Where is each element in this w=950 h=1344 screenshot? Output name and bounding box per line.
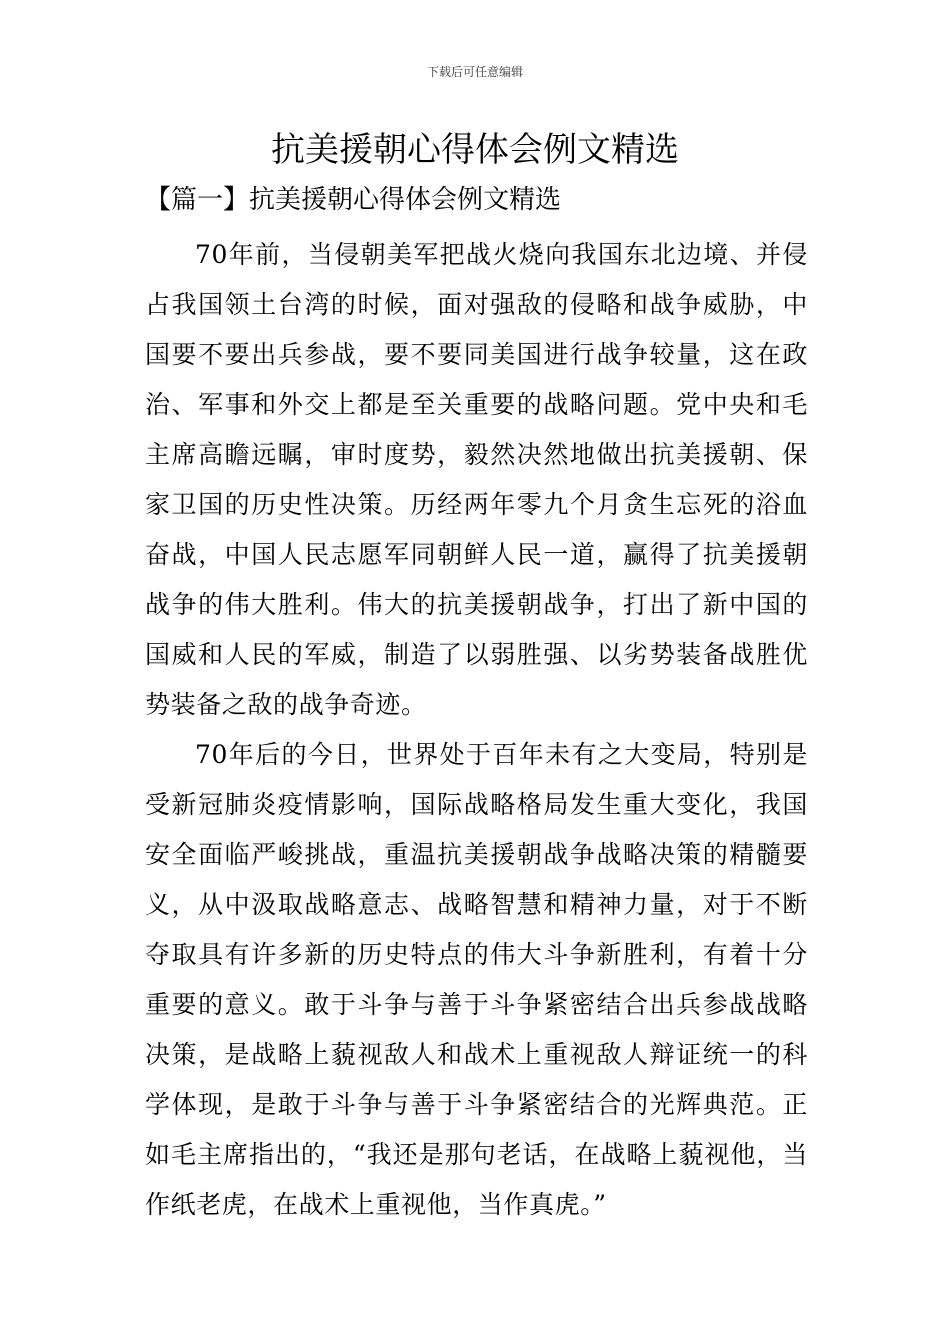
- paragraph-1: 70年前，当侵朝美军把战火烧向我国东北边境、并侵占我国领土台湾的时候，面对强敌的侵略和战争威胁，中国要不要出兵参战，要不要同美国进行战争较量，这在政治、军事和外交上都是至关重要的战略问题。党中央和毛主席高瞻远瞩，审时度势，毅然决然地做出抗美援朝、保家卫国的历史性决策。历经两年零九个月贪生忘死的浴血奋战，中国人民志愿军同朝鲜人民一道，赢得了抗美援朝战争的伟大胜利。伟大的抗美援朝战争，打出了新中国的国威和人民的军威，制造了以弱胜强、以劣势装备战胜优势装备之敌的战争奇迹。: [145, 240, 808, 719]
- section-heading: 【篇一】抗美援朝心得体会例文精选: [145, 185, 562, 215]
- document-title: 抗美援朝心得体会例文精选: [271, 130, 679, 170]
- body-text: [145, 230, 808, 1230]
- header-note: 下载后可任意编辑: [426, 65, 523, 79]
- paragraph-2: 70年后的今日，世界处于百年未有之大变局，特别是受新冠肺炎疫情影响，国际战略格局发生重大变化，我国安全面临严峻挑战，重温抗美援朝战争战略决策的精髓要义，从中汲取战略意志、战略智慧和精神力量，对于不断夺取具有许多新的历史特点的伟大斗争新胜利，有着十分重要的意义。敢于斗争与善于斗争紧密结合出兵参战战略决策，是战略上藐视敌人和战术上重视敌人辩证统一的科学体现，是敢于斗争与善于斗争紧密结合的光辉典范。正如毛主席指出的，“我还是那句老话，在战略上藐视他，当作纸老虎，在战术上重视他，当作真虎。”: [145, 740, 808, 1219]
